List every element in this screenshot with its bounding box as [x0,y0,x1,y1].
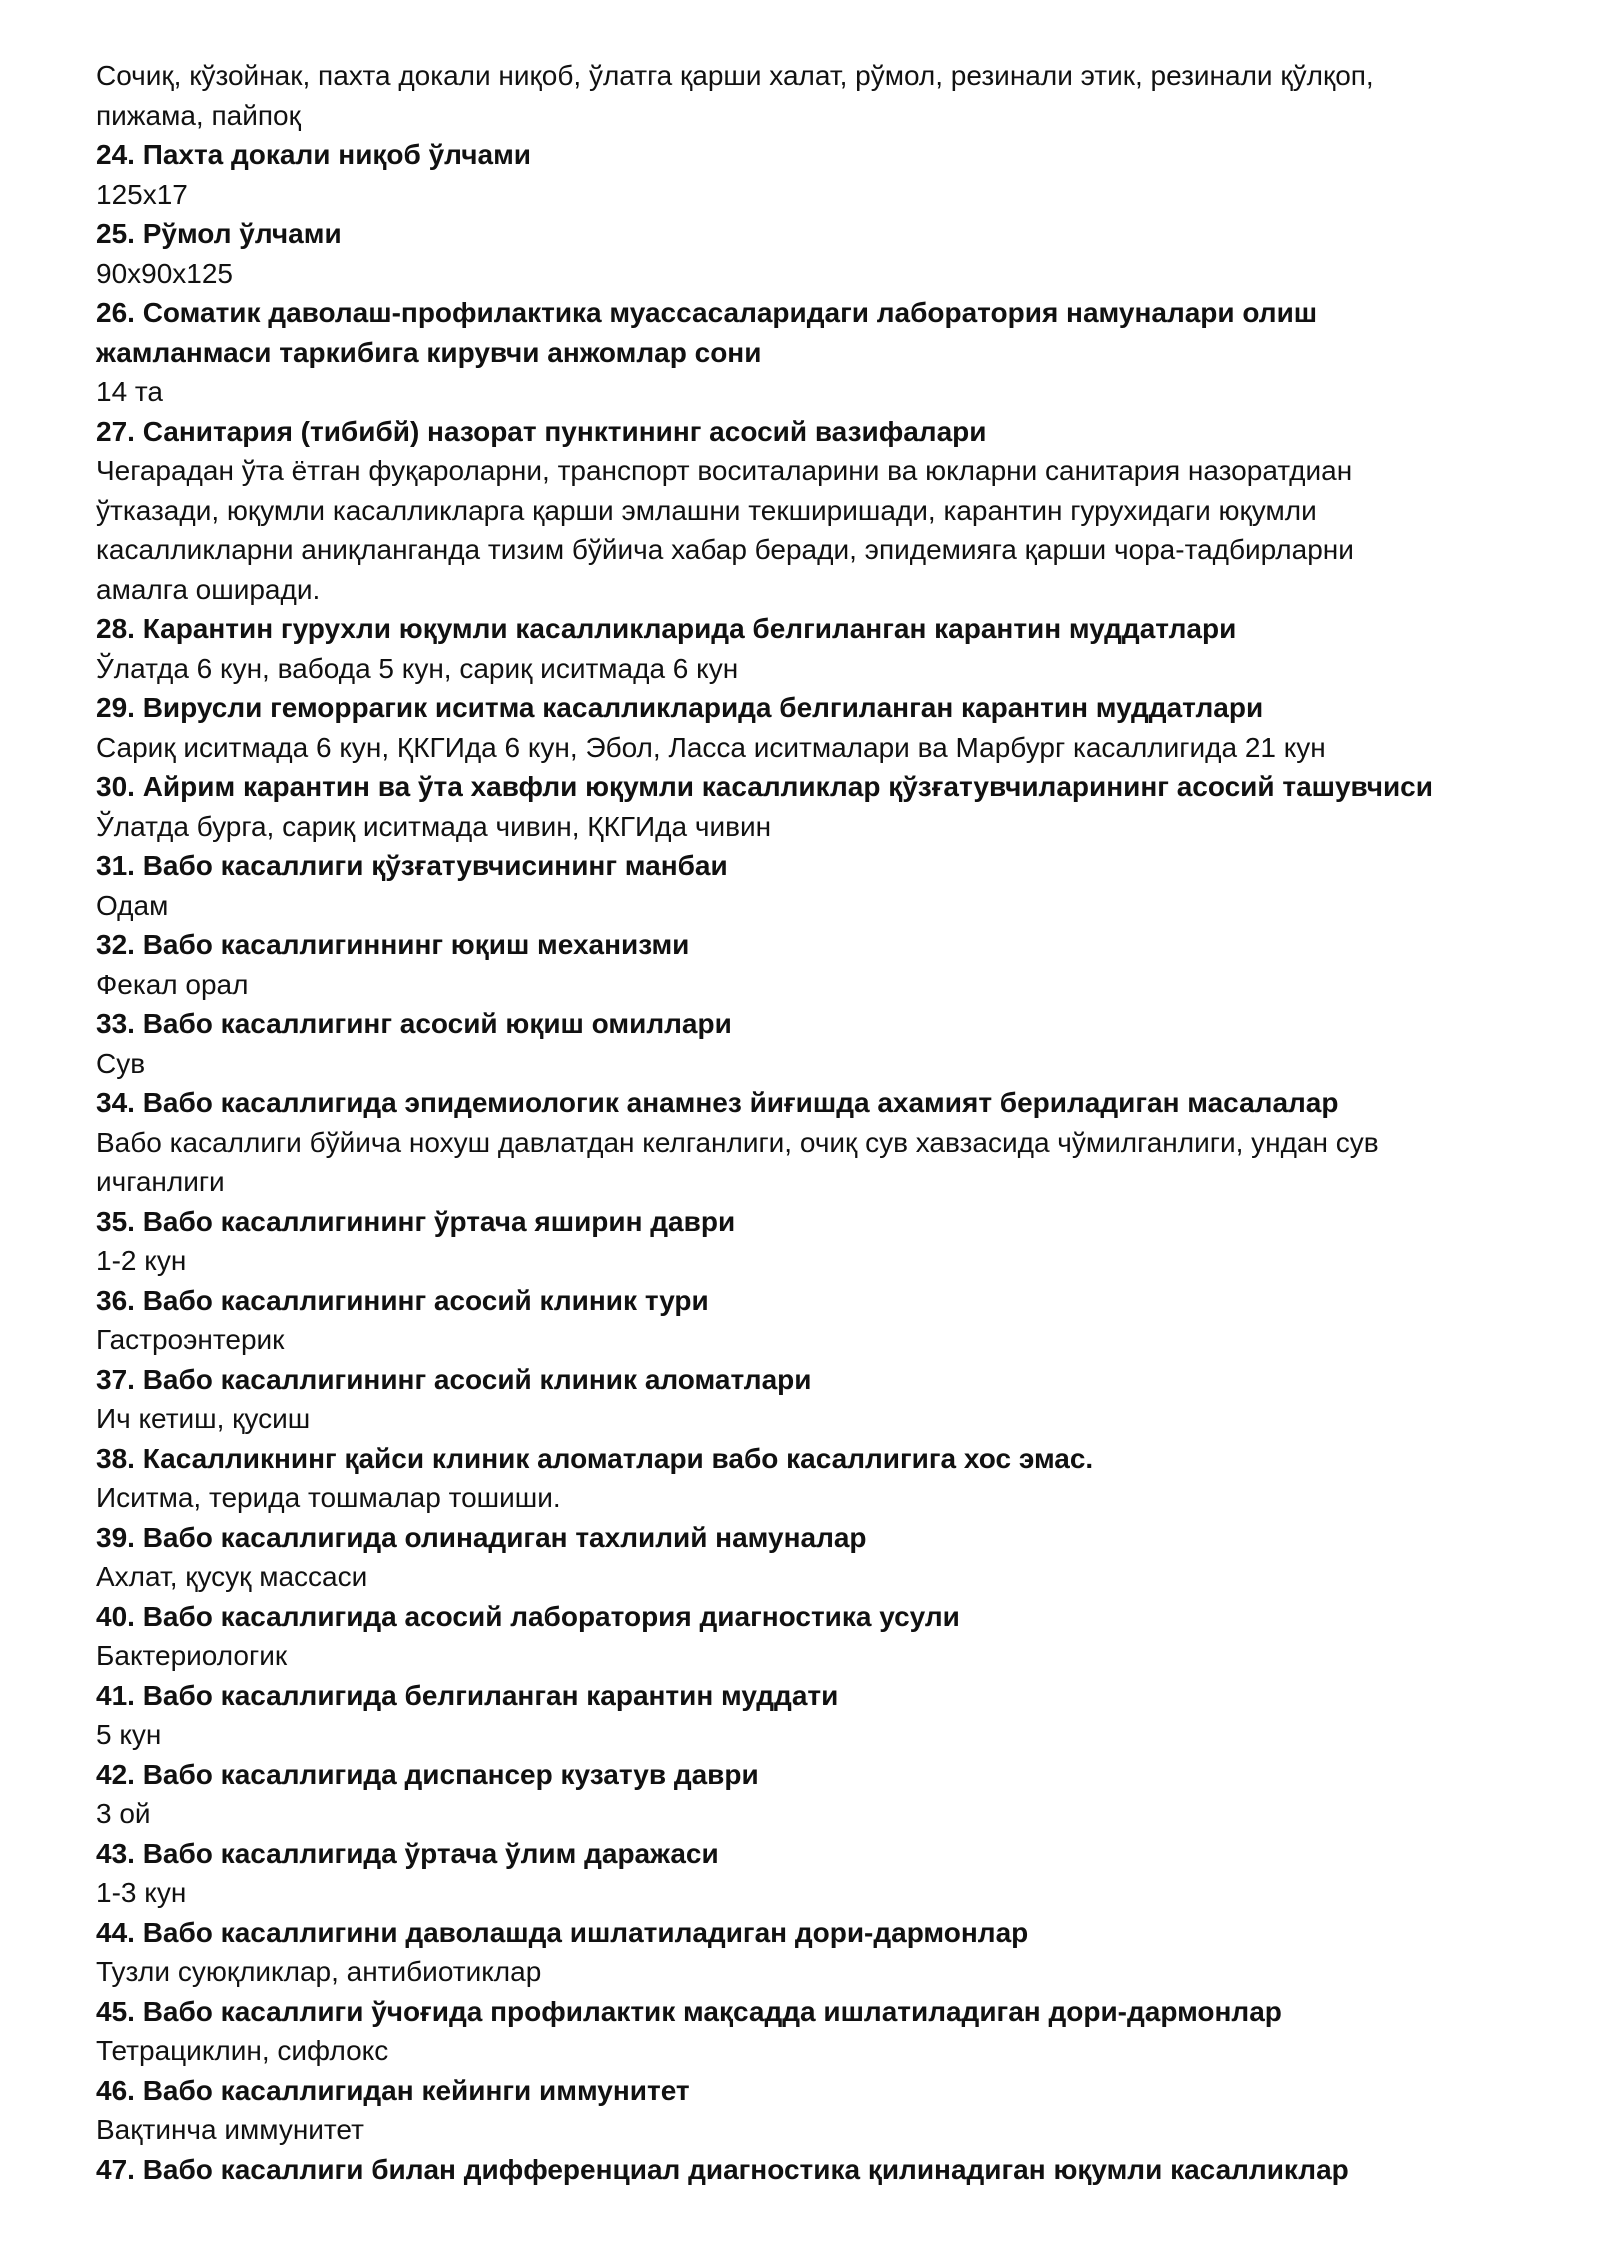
answer-text: 5 кун [96,1719,162,1750]
answer-text: Иситма, терида тошмалар тошиши. [96,1482,561,1513]
question-heading: 40. Вабо касаллигида асосий лаборатория диагностика усули [96,1600,960,1632]
question-heading: 32. Вабо касаллигиннинг юқиш механизми [96,929,690,960]
qa-item [96,412,1516,610]
answer-text: Сув [96,1047,146,1079]
answer-text: Вақтинча иммунитет [96,2114,364,2145]
qa-item [96,609,1516,688]
answer-text: Бактериологик [96,1640,288,1671]
question-heading: 34. Вабо касаллигида эпидемиологик анамнез йиғишда ахамият бериладиган масалалар [96,1087,1339,1118]
question-heading: 35. Вабо касаллигининг ўртача яширин даври [96,1205,736,1237]
intro-paragraph [96,56,1516,135]
question-heading: 24. Пахта докали ниқоб ўлчами [96,139,532,170]
qa-item [96,925,1516,1004]
answer-text: 90x90x125 [96,257,234,289]
answer-text: Чегарадан ўта ётган фуқароларни, транспорт воситаларини ва юкларни санитария назоратдиан [96,455,1353,486]
qa-item [96,293,1516,412]
answer-text: Ахлат, қусуқ массаси [96,1561,368,1592]
qa-item [96,1439,1516,1518]
question-answer-list [96,135,1516,2189]
answer-text: Ўлатда 6 кун, вабода 5 кун, сариқ иситмада 6 кун [96,652,739,684]
qa-item [96,1004,1516,1083]
qa-item [96,688,1516,767]
answer-text: ўтказади, юқумли касалликларга қарши эмлашни текширишади, карантин гурухидаги юқумли [96,494,1317,526]
answer-text: Тузли суюқликлар, антибиотиклар [96,1956,542,1987]
answer-text: амалга оширади. [96,573,321,605]
answer-text: 14 та [96,376,164,407]
answer-text: Сариқ иситмада 6 кун, ҚКГИда 6 кун, Эбол, Ласса иситмалари ва Марбург касаллигида 21 кун [96,731,1326,763]
question-heading: 46. Вабо касаллигидан кейинги иммунитет [96,2074,690,2106]
answer-text: Фекал орал [96,968,249,1000]
answer-text: Гастроэнтерик [96,1324,285,1355]
qa-item [96,1597,1516,1676]
question-heading: 43. Вабо касаллигида ўртача ўлим даражаси [96,1837,719,1869]
question-heading: 36. Вабо касаллигининг асосий клиник тури [96,1284,709,1316]
question-heading: 37. Вабо касаллигининг асосий клиник аломатлари [96,1363,812,1395]
qa-item [96,1992,1516,2071]
question-heading: 45. Вабо касаллиги ўчоғида профилактик мақсадда ишлатиладиган дори-дармонлар [96,1995,1282,2027]
answer-text: 125x17 [96,178,188,210]
intro-line: пижама, пайпоқ [96,99,301,131]
question-heading: 25. Рўмол ўлчами [96,218,342,249]
question-heading: 28. Карантин гурухли юқумли касалликларида белгиланган карантин муддатлари [96,613,1237,644]
qa-item [96,1360,1516,1439]
answer-text: Ўлатда бурга, сариқ иситмада чивин, ҚКГИда чивин [96,810,772,842]
qa-item [96,135,1516,214]
question-heading: 41. Вабо касаллигида белгиланган карантин муддати [96,1679,839,1711]
question-heading: 44. Вабо касаллигини даволашда ишлатиладиган дори-дармонлар [96,1916,1029,1948]
qa-item [96,1202,1516,1281]
question-heading: 31. Вабо касаллиги қўзғатувчисининг манбаи [96,850,728,881]
question-heading: 39. Вабо касаллигида олинадиган тахлилий намуналар [96,1521,867,1553]
intro-line: Сочиқ, кўзойнак, пахта докали ниқоб, ўлатга қарши халат, рўмол, резинали этик, резинали қўлқоп, [96,60,1374,91]
qa-item [96,1281,1516,1360]
answer-text: Ич кетиш, қусиш [96,1403,311,1434]
answer-text: ичганлиги [96,1166,225,1197]
qa-item [96,2071,1516,2150]
question-heading: 27. Санитария (тибибй) назорат пунктининг асосий вазифалари [96,415,987,447]
answer-text: 3 ой [96,1798,151,1829]
question-heading: жамланмаси таркибига кирувчи анжомлар сони [96,336,762,368]
qa-item [96,1676,1516,1755]
answer-text: 1-2 кун [96,1245,187,1276]
qa-item [96,214,1516,293]
answer-text: касалликларни аниқланганда тизим бўйича хабар беради, эпидемияга қарши чора-тадбирларни [96,534,1354,565]
question-heading: 26. Соматик даволаш-профилактика муассасаларидаги лаборатория намуналари олиш [96,297,1318,328]
answer-text: Тетрациклин, сифлокс [96,2035,389,2066]
qa-item [96,1834,1516,1913]
qa-item [96,1083,1516,1202]
answer-text: 1-3 кун [96,1877,187,1908]
question-heading: 33. Вабо касаллигинг асосий юқиш омиллари [96,1008,732,1039]
question-heading: 30. Айрим карантин ва ўта хавфли юқумли касалликлар қўзғатувчиларининг асосий ташувчиси [96,771,1433,802]
qa-item [96,1518,1516,1597]
question-heading: 38. Касалликнинг қайси клиник аломатлари вабо касаллигига хос эмас. [96,1442,1094,1474]
question-heading: 42. Вабо касаллигида диспансер кузатув даври [96,1758,759,1790]
qa-item [96,1755,1516,1834]
qa-item [96,767,1516,846]
document-page [96,56,1516,2189]
answer-text: Вабо касаллиги бўйича нохуш давлатдан келганлиги, очиқ сув хавзасида чўмилганлиги, ундан сув [96,1126,1379,1158]
answer-text: Одам [96,889,169,921]
question-heading: 29. Вирусли геморрагик иситма касалликларида белгиланган карантин муддатлари [96,692,1264,723]
qa-item [96,846,1516,925]
question-heading: 47. Вабо касаллиги билан дифференциал диагностика қилинадиган юқумли касалликлар [96,2153,1349,2185]
qa-item [96,1913,1516,1992]
qa-item [96,2150,1516,2190]
